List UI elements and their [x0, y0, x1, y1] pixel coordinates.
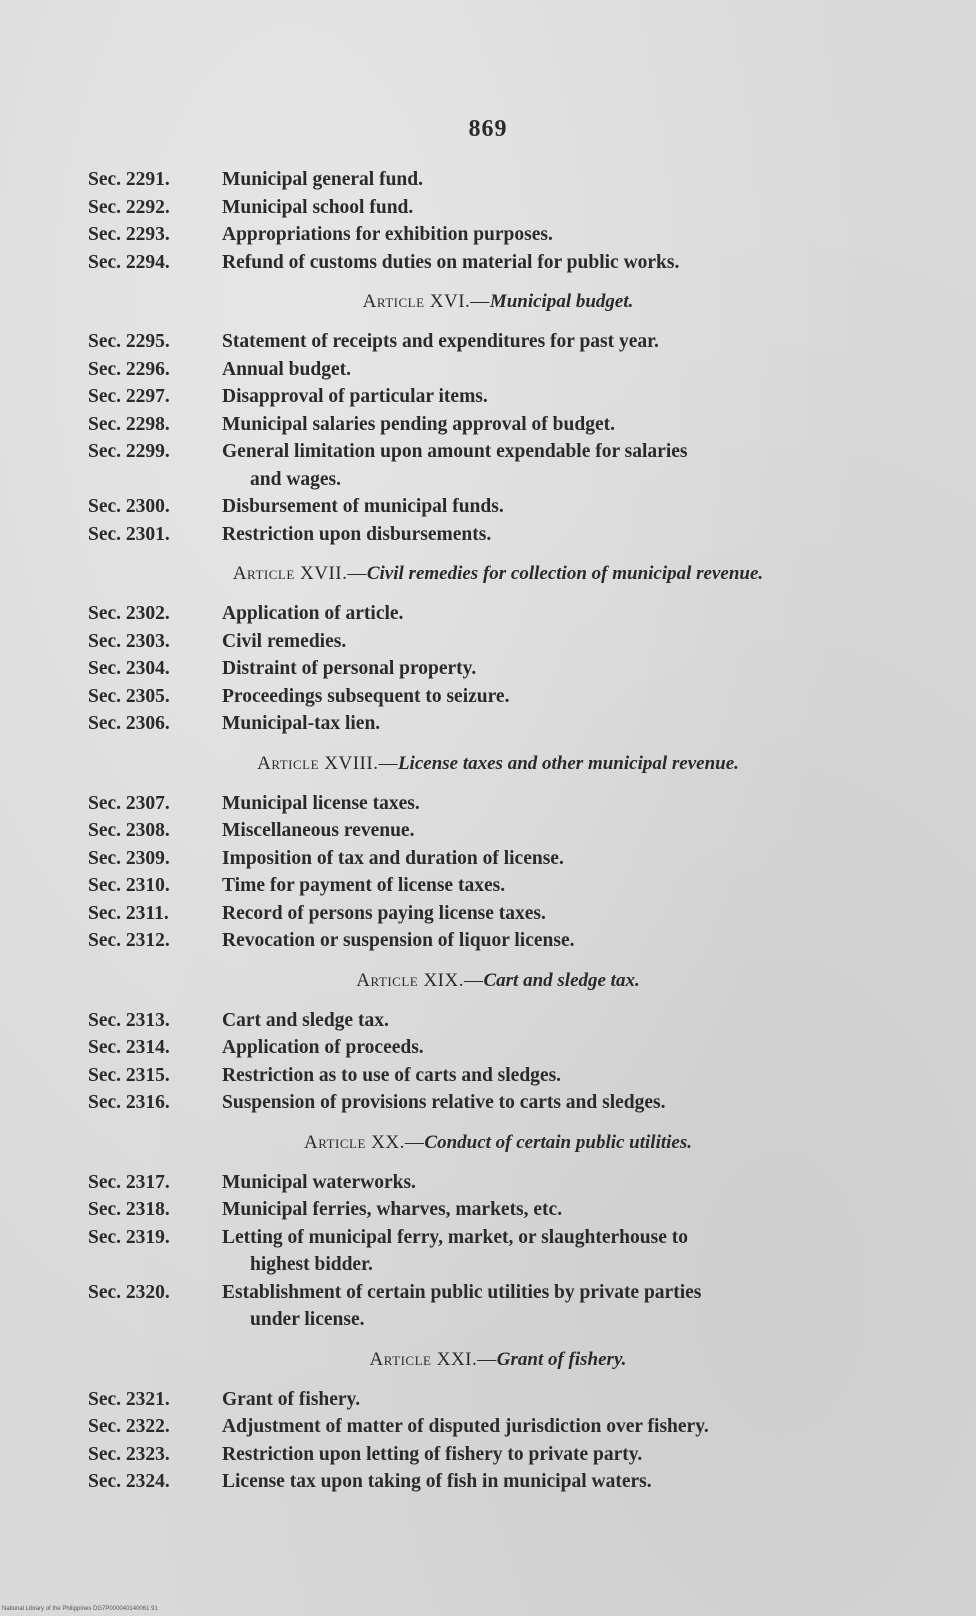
section-description — [220, 790, 908, 818]
section-number: Sec. 2307. — [88, 792, 170, 814]
page-number: 869 — [468, 116, 508, 142]
section-title: Imposition of tax and duration of license. — [222, 847, 564, 869]
section-description — [220, 1169, 908, 1197]
section-number: Sec. 2297. — [88, 386, 170, 407]
section-description — [220, 521, 908, 549]
section-entry — [88, 628, 908, 656]
article-title: Civil remedies for collection of municipal revenue. — [366, 563, 764, 584]
section-title: Municipal general fund. — [222, 169, 423, 190]
section-title: Municipal-tax lien. — [222, 713, 381, 734]
section-description — [220, 493, 908, 521]
section-title: Appropriations for exhibition purposes. — [222, 224, 553, 245]
section-number: Sec. 2311. — [88, 902, 169, 924]
section-description — [220, 655, 908, 683]
article-section — [88, 290, 908, 548]
section-entry — [88, 1007, 908, 1035]
section-title: Grant of fishery. — [222, 1388, 361, 1410]
section-description — [220, 1007, 908, 1035]
section-number: Sec. 2319. — [88, 1226, 170, 1248]
section-description — [220, 1413, 908, 1441]
section-entry — [88, 710, 908, 738]
section-number: Sec. 2301. — [88, 523, 170, 545]
section-title: Record of persons paying license taxes. — [222, 902, 546, 924]
section-entry — [88, 845, 908, 873]
section-entry — [88, 249, 908, 277]
section-entry — [88, 328, 908, 356]
section-entry — [88, 194, 908, 222]
section-description — [220, 383, 908, 411]
section-entry — [88, 1169, 908, 1197]
section-title: Revocation or suspension of liquor license. — [222, 930, 575, 951]
article-section — [88, 969, 908, 1117]
article-heading — [88, 1131, 908, 1155]
section-entry — [88, 166, 908, 194]
article-title: Grant of fishery. — [496, 1348, 627, 1370]
article-label: Article XVII.— — [232, 563, 367, 584]
section-title: Proceedings subsequent to seizure. — [222, 685, 510, 707]
section-number: Sec. 2314. — [88, 1037, 170, 1058]
section-number: Sec. 2308. — [88, 820, 170, 841]
section-description — [220, 1441, 908, 1469]
article-label: Article XVIII.— — [257, 752, 398, 774]
section-entry — [88, 493, 908, 521]
section-title: Suspension of provisions relative to carts and sledges. — [222, 1092, 666, 1113]
section-entry — [88, 438, 908, 493]
article-heading — [88, 562, 908, 586]
section-description — [220, 872, 908, 900]
article-title: Cart and sledge tax. — [483, 969, 640, 991]
section-entry — [88, 1468, 908, 1496]
section-title: Municipal salaries pending approval of budget. — [222, 413, 615, 435]
article-label: Article XXI.— — [369, 1348, 497, 1370]
scan-footer: National Library of the Philippines DG7P000040140061 91 — [2, 1606, 158, 1612]
section-description — [220, 411, 908, 439]
section-description — [220, 221, 908, 249]
section-number: Sec. 2296. — [88, 358, 170, 380]
section-entry — [88, 1034, 908, 1062]
section-description — [220, 927, 908, 955]
section-number: Sec. 2300. — [88, 496, 170, 517]
section-description — [220, 194, 908, 222]
section-title: Letting of municipal ferry, market, or slaughterhouse to — [222, 1226, 688, 1248]
section-number: Sec. 2294. — [88, 251, 170, 273]
section-entry — [88, 900, 908, 928]
article-section — [88, 562, 908, 738]
section-number: Sec. 2299. — [88, 441, 170, 462]
section-title: Disbursement of municipal funds. — [222, 496, 504, 517]
section-entry — [88, 356, 908, 384]
section-description — [220, 1062, 908, 1090]
section-title-continuation: under license. — [250, 1309, 365, 1330]
section-number: Sec. 2323. — [88, 1443, 170, 1465]
section-description — [220, 600, 908, 628]
section-entry — [88, 600, 908, 628]
section-title: Application of article. — [222, 603, 404, 624]
section-number: Sec. 2310. — [88, 875, 170, 896]
section-title: License tax upon taking of fish in municipal waters. — [222, 1471, 652, 1492]
article-section — [88, 1348, 908, 1496]
section-number: Sec. 2306. — [88, 713, 170, 734]
section-number: Sec. 2298. — [88, 413, 170, 435]
section-entry — [88, 411, 908, 439]
section-description — [220, 683, 908, 711]
section-description — [220, 900, 908, 928]
section-title: Civil remedies. — [222, 630, 347, 652]
section-entry — [88, 1441, 908, 1469]
section-title: Restriction upon disbursements. — [222, 523, 492, 545]
section-title: Time for payment of license taxes. — [222, 875, 506, 896]
section-number: Sec. 2313. — [88, 1009, 170, 1031]
section-description — [220, 628, 908, 656]
section-number: Sec. 2305. — [88, 685, 170, 707]
section-number: Sec. 2315. — [88, 1064, 170, 1086]
section-title: Restriction as to use of carts and sledges. — [222, 1064, 562, 1086]
section-entry — [88, 1089, 908, 1117]
section-entry — [88, 383, 908, 411]
section-number: Sec. 2320. — [88, 1281, 170, 1303]
article-heading — [88, 1348, 908, 1372]
section-title: Municipal ferries, wharves, markets, etc. — [222, 1199, 563, 1220]
section-description — [220, 1034, 908, 1062]
section-number: Sec. 2318. — [88, 1199, 170, 1220]
section-entry — [88, 521, 908, 549]
article-title: Municipal budget. — [489, 291, 634, 312]
section-description — [220, 438, 908, 493]
section-title: Statement of receipts and expenditures for past year. — [222, 331, 659, 352]
section-title: Municipal school fund. — [222, 196, 414, 218]
section-number: Sec. 2324. — [88, 1471, 170, 1492]
section-number: Sec. 2302. — [88, 603, 170, 624]
section-entry — [88, 683, 908, 711]
section-entry — [88, 1196, 908, 1224]
section-description — [220, 1224, 908, 1279]
table-of-contents — [88, 166, 908, 1496]
section-number: Sec. 2317. — [88, 1171, 170, 1193]
section-entry — [88, 817, 908, 845]
section-title: Disapproval of particular items. — [222, 386, 488, 407]
section-description — [220, 328, 908, 356]
section-description — [220, 356, 908, 384]
article-title: License taxes and other municipal revenue. — [397, 752, 739, 774]
section-number: Sec. 2291. — [88, 169, 170, 190]
article-section — [88, 752, 908, 955]
section-title: Cart and sledge tax. — [222, 1009, 389, 1031]
section-title: Application of proceeds. — [222, 1037, 424, 1058]
section-number: Sec. 2312. — [88, 930, 170, 951]
article-section — [88, 166, 908, 276]
section-entry — [88, 1062, 908, 1090]
section-entry — [88, 1279, 908, 1334]
section-description — [220, 1196, 908, 1224]
section-title: Annual budget. — [222, 358, 351, 380]
section-description — [220, 1386, 908, 1414]
section-description — [220, 249, 908, 277]
article-heading — [88, 969, 908, 993]
section-entry — [88, 1224, 908, 1279]
section-description — [220, 710, 908, 738]
section-number: Sec. 2303. — [88, 630, 170, 652]
section-description — [220, 166, 908, 194]
section-number: Sec. 2321. — [88, 1388, 170, 1410]
section-entry — [88, 872, 908, 900]
section-title-continuation: and wages. — [250, 468, 342, 490]
section-description — [220, 817, 908, 845]
article-section — [88, 1131, 908, 1334]
section-title: Establishment of certain public utilities by private parties — [222, 1281, 702, 1303]
article-heading — [88, 752, 908, 776]
section-title: Miscellaneous revenue. — [222, 820, 415, 841]
section-number: Sec. 2304. — [88, 658, 170, 679]
section-entry — [88, 927, 908, 955]
section-entry — [88, 221, 908, 249]
section-number: Sec. 2322. — [88, 1416, 170, 1437]
article-label: Article XX.— — [304, 1131, 425, 1153]
section-description — [220, 1468, 908, 1496]
section-title: Distraint of personal property. — [222, 658, 477, 679]
section-number: Sec. 2295. — [88, 331, 170, 352]
section-title: Municipal waterworks. — [222, 1171, 416, 1193]
section-number: Sec. 2316. — [88, 1092, 170, 1113]
article-label: Article XIX.— — [356, 969, 484, 991]
section-number: Sec. 2292. — [88, 196, 170, 218]
section-entry — [88, 1386, 908, 1414]
section-title: General limitation upon amount expendable for salaries — [222, 441, 688, 462]
section-description — [220, 1089, 908, 1117]
section-entry — [88, 790, 908, 818]
section-title: Municipal license taxes. — [222, 792, 420, 814]
article-title: Conduct of certain public utilities. — [424, 1131, 692, 1153]
section-title: Restriction upon letting of fishery to private party. — [222, 1443, 643, 1465]
section-entry — [88, 1413, 908, 1441]
section-number: Sec. 2309. — [88, 847, 170, 869]
section-entry — [88, 655, 908, 683]
article-heading — [88, 290, 908, 314]
section-description — [220, 1279, 908, 1334]
section-description — [220, 845, 908, 873]
article-label: Article XVI.— — [362, 291, 490, 312]
section-title-continuation: highest bidder. — [250, 1254, 373, 1275]
section-title: Refund of customs duties on material for public works. — [222, 251, 680, 273]
section-title: Adjustment of matter of disputed jurisdiction over fishery. — [222, 1416, 709, 1437]
section-number: Sec. 2293. — [88, 224, 170, 245]
